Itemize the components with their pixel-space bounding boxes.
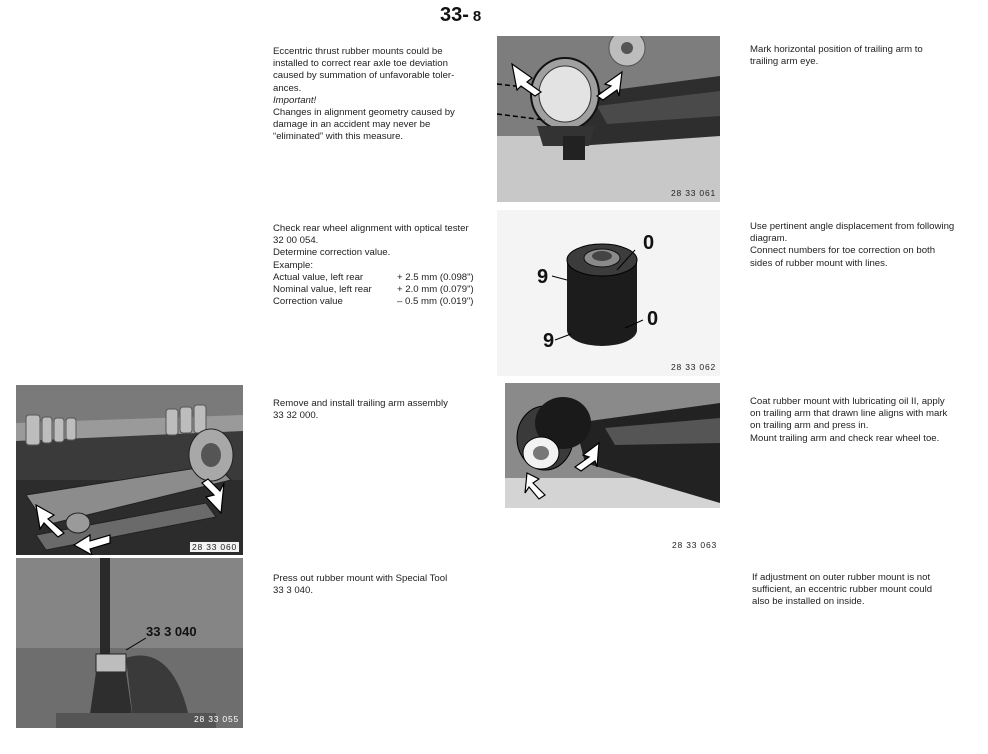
remove-install-text (273, 398, 448, 422)
text-line: Use pertinent angle displacement from following (750, 221, 955, 232)
rubber-mount-photo (497, 210, 720, 376)
text-line: installed to correct rear axle toe deviation (273, 58, 448, 70)
figure-number: 28 33 060 (191, 542, 237, 552)
text-line: diagram. (750, 233, 788, 245)
row-value: + 2.5 mm (0.098") (397, 271, 474, 283)
correction-table (273, 272, 474, 309)
text-line: 33 32 000. (273, 410, 319, 422)
text-line: Remove and install trailing arm assembly (273, 398, 448, 409)
text-line: Determine correction value. (273, 247, 391, 259)
figure-number: 28 33 063 (672, 540, 718, 550)
page-number: 8 (472, 8, 482, 25)
text-line: Mount trailing arm and check rear wheel toe. (750, 432, 940, 444)
figure-number: 28 33 062 (670, 362, 716, 372)
angle-label: 0 (643, 232, 655, 254)
text-line: Check rear wheel alignment with optical tester (273, 223, 469, 234)
figure-trailing-arm-axle (16, 385, 243, 555)
angle-label: 9 (537, 266, 549, 288)
text-line: Mark horizontal position of trailing arm to (750, 44, 923, 55)
figure-press-in-mount (505, 383, 720, 508)
text-line: If adjustment on outer rubber mount is not (752, 572, 931, 583)
text-line: Connect numbers for toe correction on both (750, 245, 936, 257)
mark-position-text (750, 44, 923, 68)
text-line: also be installed on inside. (752, 596, 865, 608)
angle-label: 0 (647, 308, 659, 330)
text-line: sides of rubber mount with lines. (750, 257, 888, 269)
figure-special-tool-press (16, 558, 243, 728)
text-line: “eliminated” with this measure. (273, 131, 404, 143)
eccentric-mount-text (273, 46, 455, 144)
important-label: Important! (273, 94, 317, 106)
row-value: – 0.5 mm (0.019") (397, 296, 474, 308)
press-in-photo (505, 383, 720, 508)
angle-displacement-text (750, 221, 954, 270)
text-line: Press out rubber mount with Special Tool (273, 573, 448, 584)
check-alignment-text (273, 223, 474, 308)
press-photo (16, 558, 243, 728)
text-line: 33 3 040. (273, 585, 314, 597)
row-value: + 2.0 mm (0.079") (397, 284, 474, 296)
text-line: on trailing arm and press in. (750, 420, 869, 432)
figure-number: 28 33 061 (670, 188, 716, 198)
figure-number: 28 33 055 (193, 714, 239, 724)
coat-mount-text (750, 396, 947, 445)
section-number: 33- (440, 4, 469, 26)
text-line: caused by summation of unfavorable toler- (273, 70, 455, 82)
figure-trailing-arm-eye (497, 36, 720, 202)
adjustment-note-text (752, 572, 932, 609)
axle-photo (16, 385, 243, 555)
text-line: on trailing arm that drawn line aligns with mark (750, 408, 948, 420)
text-line: damage in an accident may never be (273, 119, 431, 131)
tool-label: 33 3 040 (146, 624, 197, 639)
row-label: Correction value (273, 296, 343, 308)
figure-rubber-mount-numbers (497, 210, 720, 376)
text-line: Eccentric thrust rubber mounts could be (273, 46, 443, 57)
text-line: trailing arm eye. (750, 56, 819, 68)
text-line: Changes in alignment geometry caused by (273, 107, 455, 119)
angle-label: 9 (543, 330, 555, 352)
text-line: sufficient, an eccentric rubber mount could (752, 584, 933, 596)
row-label: Nominal value, left rear (273, 284, 372, 296)
text-line: ances. (273, 82, 302, 94)
arm-eye-photo (497, 36, 720, 202)
page-header (440, 4, 481, 27)
text-line: Example: (273, 259, 313, 271)
press-out-text (273, 573, 447, 597)
text-line: 32 00 054. (273, 235, 319, 247)
text-line: Coat rubber mount with lubricating oil II, apply (750, 396, 945, 407)
row-label: Actual value, left rear (273, 271, 364, 283)
